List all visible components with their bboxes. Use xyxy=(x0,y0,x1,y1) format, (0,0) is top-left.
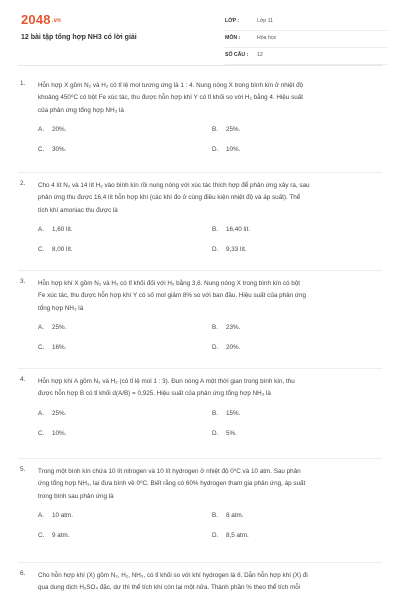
option-letter: B. xyxy=(212,126,218,134)
option-value: 9,33 lít. xyxy=(226,246,247,254)
answer-option-b[interactable] xyxy=(212,410,240,417)
option-letter: A. xyxy=(38,409,44,417)
option-letter: B. xyxy=(212,512,218,520)
answer-option-c[interactable] xyxy=(38,532,70,539)
question-text-line: ứng tổng hợp NH₃, lại đưa bình về 0⁰C. Biết rằng có 60% hydrogen tham gia phản ứng, áp suất xyxy=(38,480,306,488)
option-letter: A. xyxy=(38,324,44,332)
answer-option-a[interactable] xyxy=(38,126,66,133)
answer-option-a[interactable] xyxy=(38,226,73,233)
document-header xyxy=(0,0,400,70)
question-text-line: Cho hỗn hợp khí (X) gồm N₂, H₂, NH₃, có tỉ khối so với khí hydrogen là 8. Dẫn hỗn hợp khí (X) đi xyxy=(38,572,308,579)
option-value: 8,00 lít. xyxy=(52,246,73,254)
option-letter: A. xyxy=(38,126,44,134)
question-number: 5. xyxy=(20,466,26,473)
question-text-line: Trong một bình kín chứa 10 lít nitrogen và 10 lít hydrogen ở nhiệt độ 0⁰C và 10 atm. Sau phản xyxy=(38,468,301,475)
question-text xyxy=(38,180,374,217)
option-letter: C. xyxy=(38,429,45,437)
option-letter: B. xyxy=(212,324,218,332)
meta-key: MÔN : xyxy=(225,35,241,41)
question-number: 6. xyxy=(20,570,26,577)
question-divider xyxy=(18,172,382,173)
option-letter: B. xyxy=(212,226,218,234)
option-value: 23%. xyxy=(226,324,241,332)
option-value: 10%. xyxy=(226,146,241,154)
option-letter: D. xyxy=(212,532,219,540)
answer-option-d[interactable] xyxy=(212,246,247,253)
question-text-line: tích khí amoniac thu được là xyxy=(38,206,118,214)
answer-option-d[interactable] xyxy=(212,430,237,437)
option-value: 8,5 atm. xyxy=(226,532,249,540)
meta-key: LỚP : xyxy=(225,18,240,24)
answer-option-b[interactable] xyxy=(212,126,240,133)
question-text xyxy=(38,278,374,315)
question-text-line: Cho 4 lít N₂ và 14 lít H₂ vào bình kín rồi nung nóng với xúc tác thích hợp để phản ứng xảy ra, sau xyxy=(38,182,310,189)
site-logo[interactable]: 2048.vn xyxy=(21,12,62,27)
question-divider xyxy=(18,368,382,369)
option-value: 15%. xyxy=(226,409,241,417)
question-number: 1. xyxy=(20,80,26,87)
question-number: 2. xyxy=(20,180,26,187)
option-letter: C. xyxy=(38,146,45,154)
answer-option-c[interactable] xyxy=(38,430,66,437)
option-letter: D. xyxy=(212,246,219,254)
option-value: 20%. xyxy=(226,344,241,352)
option-letter: C. xyxy=(38,246,45,254)
option-value: 30%. xyxy=(52,146,67,154)
document-meta xyxy=(225,14,387,65)
question-divider xyxy=(18,270,382,271)
question-text-line: trong bình sau phản ứng là xyxy=(38,492,114,500)
question-text xyxy=(38,80,374,117)
answer-option-a[interactable] xyxy=(38,410,66,417)
option-letter: A. xyxy=(38,226,44,234)
question-text xyxy=(38,466,374,503)
question-number: 3. xyxy=(20,278,26,285)
answer-option-b[interactable] xyxy=(212,226,250,233)
question-text-line: được hỗn hợp B có tỉ khối d(A/B) = 0,925. Hiệu suất của phản ứng tổng hợp NH₃ là xyxy=(38,390,271,398)
question-divider xyxy=(18,562,382,563)
question-number: 4. xyxy=(20,376,26,383)
question-text-line: Hỗn hợp khí X gồm N₂ và H₂ có tỉ khối đối với H₂ bằng 3,6. Nung nóng X trong bình kín có bột xyxy=(38,280,301,287)
option-value: 25%. xyxy=(52,409,67,417)
question-divider xyxy=(18,458,382,459)
option-letter: C. xyxy=(38,532,45,540)
header-divider xyxy=(18,65,382,66)
answer-option-c[interactable] xyxy=(38,344,66,351)
option-letter: D. xyxy=(212,344,219,352)
option-value: 9 atm. xyxy=(52,532,70,540)
option-value: 25%. xyxy=(226,126,241,134)
option-letter: B. xyxy=(212,409,218,417)
option-letter: D. xyxy=(212,146,219,154)
option-value: 10%. xyxy=(52,429,67,437)
option-value: 10 atm. xyxy=(52,512,73,520)
answer-option-d[interactable] xyxy=(212,344,240,351)
option-value: 8 atm. xyxy=(226,512,244,520)
option-value: 1,60 lít. xyxy=(52,226,73,234)
answer-option-c[interactable] xyxy=(38,146,66,153)
option-value: 25%. xyxy=(52,324,67,332)
question-text xyxy=(38,376,374,401)
answer-option-c[interactable] xyxy=(38,246,73,253)
meta-value: Hóa học xyxy=(257,35,277,41)
meta-value: Lớp 11 xyxy=(257,18,273,24)
meta-row-subject xyxy=(225,31,387,48)
answer-option-d[interactable] xyxy=(212,532,249,539)
option-letter: C. xyxy=(38,344,45,352)
answer-option-b[interactable] xyxy=(212,324,240,331)
meta-key: SỐ CÂU : xyxy=(225,52,249,58)
question-text-line: qua dung dịch H₂SO₄ đặc, dư thì thể tích khí còn lại một nửa. Thành phần % theo thể tích mỗi xyxy=(38,584,301,592)
question-text-line: Hỗn hợp X gồm N₂ và H₂ có tỉ lệ mol tương ứng là 1 : 4. Nung nóng X trong bình kín ở nhiệt độ xyxy=(38,82,304,89)
answer-option-a[interactable] xyxy=(38,512,73,519)
question-text-line: phản ứng thu được 16,4 lít hỗn hợp khí (các khí đo ở cùng điều kiện nhiệt độ và áp suất). Thể xyxy=(38,194,301,202)
option-value: 20%. xyxy=(52,126,67,134)
option-letter: A. xyxy=(38,512,44,520)
document-title: 12 bài tập tổng hợp NH3 có lời giải xyxy=(21,34,137,41)
question-text xyxy=(38,570,374,595)
question-text-line: tổng hợp NH₃ là xyxy=(38,304,84,312)
meta-row-class xyxy=(225,14,387,31)
answer-option-d[interactable] xyxy=(212,146,240,153)
option-value: 16%. xyxy=(52,344,67,352)
meta-row-count xyxy=(225,48,387,65)
answer-option-a[interactable] xyxy=(38,324,66,331)
question-text-line: Hỗn hợp khí A gồm N₂ và H₂ (có tỉ lệ mol 1 : 3). Đun nóng A một thời gian trong bình kín, thu xyxy=(38,378,295,385)
option-value: 16,40 lít. xyxy=(226,226,251,234)
option-letter: D. xyxy=(212,429,219,437)
meta-value: 12 xyxy=(257,52,263,58)
question-text-line: của phản ứng tổng hợp NH₃ là xyxy=(38,106,124,114)
option-value: 5%. xyxy=(226,429,237,437)
question-text-line: khoảng 450⁰C có bột Fe xúc tác, thu được hỗn hợp khí Y có tỉ khối so với H₂ bằng 4. Hiệu suất xyxy=(38,94,303,102)
answer-option-b[interactable] xyxy=(212,512,244,519)
question-text-line: Fe xúc tác, thu được hỗn hợp khí Y có số mol giảm 8% so với ban đầu. Hiệu suất của phản ứng xyxy=(38,292,307,300)
